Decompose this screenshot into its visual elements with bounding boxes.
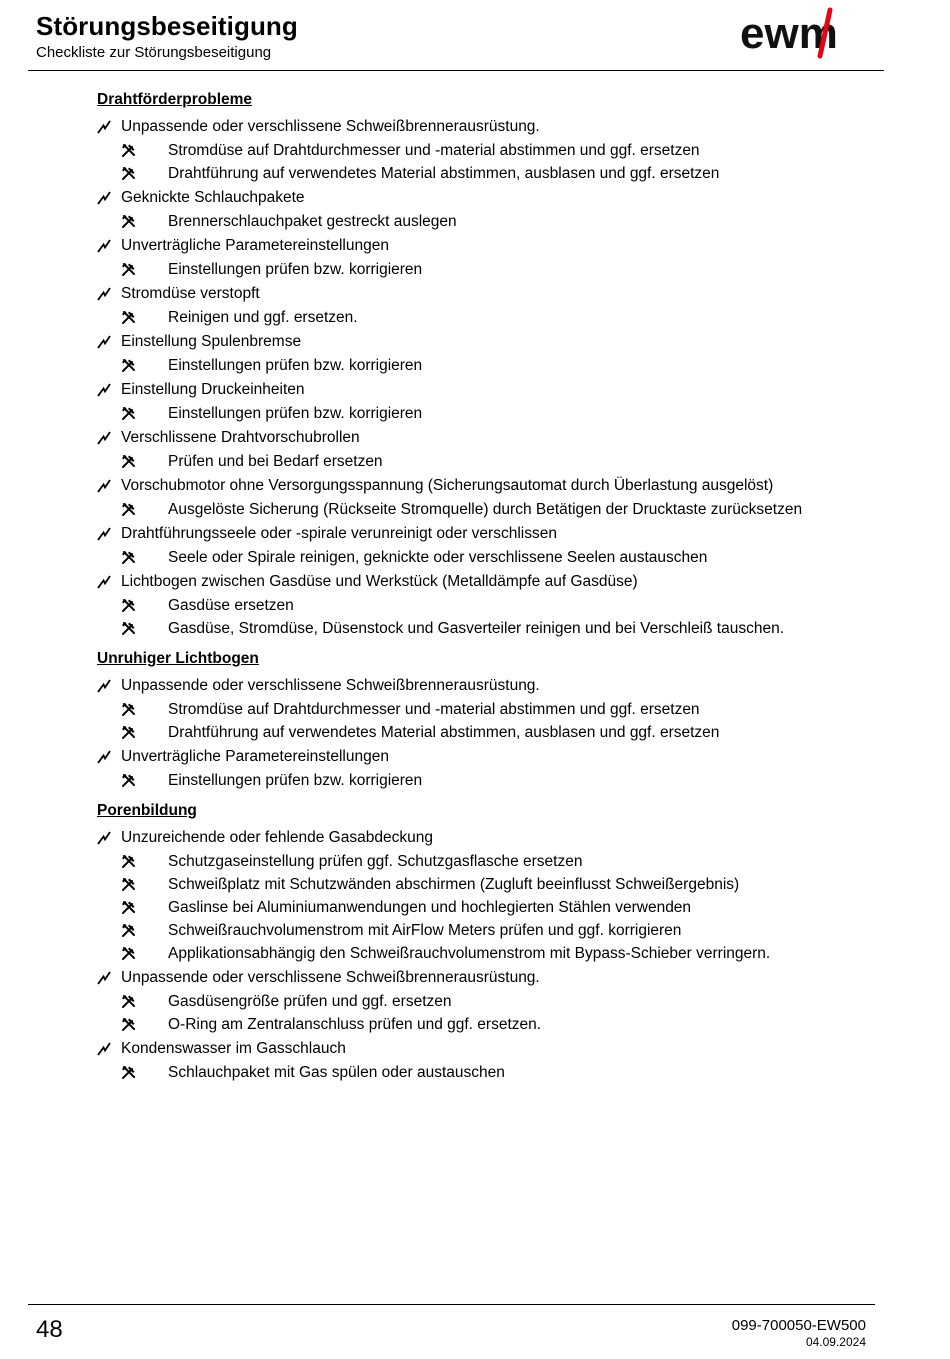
problem-text: Einstellung Spulenbremse bbox=[121, 332, 302, 350]
tools-icon bbox=[121, 619, 168, 639]
remedy-item bbox=[97, 139, 887, 162]
tools-icon bbox=[121, 771, 168, 791]
remedy-text: Einstellungen prüfen bzw. korrigieren bbox=[168, 771, 423, 789]
tools-icon bbox=[121, 308, 168, 328]
tools-icon bbox=[121, 404, 168, 424]
remedy-text: O-Ring am Zentralanschluss prüfen und ggf. ersetzen. bbox=[168, 1015, 542, 1033]
fault-icon bbox=[97, 968, 121, 988]
remedy-text: Drahtführung auf verwendetes Material abstimmen, ausblasen und ggf. ersetzen bbox=[168, 164, 720, 182]
problem-item bbox=[97, 329, 887, 354]
remedy-item bbox=[97, 162, 887, 185]
problem-text: Geknickte Schlauchpakete bbox=[121, 188, 305, 206]
tools-icon bbox=[121, 500, 168, 520]
fault-icon bbox=[97, 380, 121, 400]
remedy-text: Schweißrauchvolumenstrom mit AirFlow Meters prüfen und ggf. korrigieren bbox=[168, 921, 682, 939]
fault-icon bbox=[97, 747, 121, 767]
fault-icon bbox=[97, 572, 121, 592]
problem-item bbox=[97, 281, 887, 306]
problem-item bbox=[97, 673, 887, 698]
remedy-item bbox=[97, 1061, 887, 1084]
remedy-item bbox=[97, 873, 887, 896]
problem-item bbox=[97, 825, 887, 850]
tools-icon bbox=[121, 548, 168, 568]
fault-icon bbox=[97, 117, 121, 137]
problem-item bbox=[97, 1036, 887, 1061]
remedy-text: Schweißplatz mit Schutzwänden abschirmen (Zugluft beeinflusst Schweißergebnis) bbox=[168, 875, 740, 893]
fault-icon bbox=[97, 524, 121, 544]
tools-icon bbox=[121, 141, 168, 161]
tools-icon bbox=[121, 164, 168, 184]
footer-divider bbox=[28, 1304, 875, 1305]
remedy-item bbox=[97, 546, 887, 569]
problem-text: Unpassende oder verschlissene Schweißbrennerausrüstung. bbox=[121, 117, 540, 135]
fault-icon bbox=[97, 284, 121, 304]
remedy-item bbox=[97, 698, 887, 721]
checklist-content bbox=[97, 90, 887, 1093]
problem-text: Unverträgliche Parametereinstellungen bbox=[121, 747, 389, 765]
remedy-text: Reinigen und ggf. ersetzen. bbox=[168, 308, 358, 326]
tools-icon bbox=[121, 875, 168, 895]
remedy-item bbox=[97, 498, 887, 521]
problem-text: Einstellung Druckeinheiten bbox=[121, 380, 305, 398]
remedy-item bbox=[97, 919, 887, 942]
page-number: 48 bbox=[36, 1316, 63, 1343]
tools-icon bbox=[121, 212, 168, 232]
section-1 bbox=[97, 90, 887, 640]
remedy-item bbox=[97, 990, 887, 1013]
problem-text: Kondenswasser im Gasschlauch bbox=[121, 1039, 346, 1057]
problem-item bbox=[97, 425, 887, 450]
remedy-text: Applikationsabhängig den Schweißrauchvolumenstrom mit Bypass-Schieber verringern. bbox=[168, 944, 771, 962]
remedy-text: Seele oder Spirale reinigen, geknickte oder verschlissene Seelen austauschen bbox=[168, 548, 708, 566]
problem-item bbox=[97, 114, 887, 139]
fault-icon bbox=[97, 188, 121, 208]
fault-icon bbox=[97, 428, 121, 448]
remedy-text: Einstellungen prüfen bzw. korrigieren bbox=[168, 404, 423, 422]
problem-text: Unzureichende oder fehlende Gasabdeckung bbox=[121, 828, 433, 846]
remedy-item bbox=[97, 594, 887, 617]
remedy-text: Gasdüse, Stromdüse, Düsenstock und Gasverteiler reinigen und bei Verschleiß tauschen. bbox=[168, 619, 785, 637]
tools-icon bbox=[121, 944, 168, 964]
problem-item bbox=[97, 233, 887, 258]
fault-icon bbox=[97, 332, 121, 352]
remedy-text: Gasdüsengröße prüfen und ggf. ersetzen bbox=[168, 992, 452, 1010]
section-title: Unruhiger Lichtbogen bbox=[97, 650, 259, 667]
remedy-text: Drahtführung auf verwendetes Material abstimmen, ausblasen und ggf. ersetzen bbox=[168, 723, 720, 741]
section-title: Drahtförderprobleme bbox=[97, 91, 253, 108]
document-date: 04.09.2024 bbox=[805, 1335, 866, 1349]
header-divider bbox=[28, 70, 884, 71]
tools-icon bbox=[121, 260, 168, 280]
fault-icon bbox=[97, 476, 121, 496]
remedy-text: Schlauchpaket mit Gas spülen oder austauschen bbox=[168, 1063, 505, 1081]
remedy-item bbox=[97, 850, 887, 873]
remedy-text: Prüfen und bei Bedarf ersetzen bbox=[168, 452, 383, 470]
fault-icon bbox=[97, 676, 121, 696]
remedy-text: Stromdüse auf Drahtdurchmesser und -material abstimmen und ggf. ersetzen bbox=[168, 141, 700, 159]
remedy-item bbox=[97, 896, 887, 919]
tools-icon bbox=[121, 921, 168, 941]
page-title: Störungsbeseitigung bbox=[36, 11, 298, 41]
tools-icon bbox=[121, 596, 168, 616]
tools-icon bbox=[121, 1015, 168, 1035]
problem-text: Stromdüse verstopft bbox=[121, 284, 260, 302]
problem-text: Unverträgliche Parametereinstellungen bbox=[121, 236, 389, 254]
remedy-item bbox=[97, 306, 887, 329]
tools-icon bbox=[121, 852, 168, 872]
fault-icon bbox=[97, 828, 121, 848]
remedy-item bbox=[97, 721, 887, 744]
fault-icon bbox=[97, 236, 121, 256]
problem-item bbox=[97, 377, 887, 402]
remedy-item bbox=[97, 258, 887, 281]
section-3 bbox=[97, 801, 887, 1084]
problem-text: Unpassende oder verschlissene Schweißbrennerausrüstung. bbox=[121, 676, 540, 694]
tools-icon bbox=[121, 723, 168, 743]
tools-icon bbox=[121, 452, 168, 472]
tools-icon bbox=[121, 992, 168, 1012]
tools-icon bbox=[121, 700, 168, 720]
remedy-item bbox=[97, 1013, 887, 1036]
remedy-item bbox=[97, 402, 887, 425]
remedy-text: Gaslinse bei Aluminiumanwendungen und hochlegierten Stählen verwenden bbox=[168, 898, 692, 916]
remedy-text: Stromdüse auf Drahtdurchmesser und -material abstimmen und ggf. ersetzen bbox=[168, 700, 700, 718]
tools-icon bbox=[121, 1063, 168, 1083]
remedy-text: Brennerschlauchpaket gestreckt auslegen bbox=[168, 212, 457, 230]
remedy-item bbox=[97, 617, 887, 640]
tools-icon bbox=[121, 356, 168, 376]
remedy-item bbox=[97, 942, 887, 965]
page-subtitle: Checkliste zur Störungsbeseitigung bbox=[36, 44, 272, 61]
remedy-text: Gasdüse ersetzen bbox=[168, 596, 294, 614]
problem-item bbox=[97, 185, 887, 210]
ewm-logo bbox=[738, 4, 868, 62]
remedy-text: Einstellungen prüfen bzw. korrigieren bbox=[168, 356, 423, 374]
remedy-text: Schutzgaseinstellung prüfen ggf. Schutzgasflasche ersetzen bbox=[168, 852, 583, 870]
problem-item bbox=[97, 521, 887, 546]
problem-item bbox=[97, 473, 887, 498]
document-number: 099-700050-EW500 bbox=[731, 1317, 866, 1334]
section-title: Porenbildung bbox=[97, 802, 197, 819]
problem-text: Lichtbogen zwischen Gasdüse und Werkstück (Metalldämpfe auf Gasdüse) bbox=[121, 572, 638, 590]
problem-text: Vorschubmotor ohne Versorgungsspannung (Sicherungsautomat durch Überlastung ausgelöst) bbox=[121, 476, 774, 494]
problem-item bbox=[97, 569, 887, 594]
problem-text: Unpassende oder verschlissene Schweißbrennerausrüstung. bbox=[121, 968, 540, 986]
remedy-item bbox=[97, 450, 887, 473]
fault-icon bbox=[97, 1039, 121, 1059]
section-2 bbox=[97, 649, 887, 792]
problem-item bbox=[97, 744, 887, 769]
tools-icon bbox=[121, 898, 168, 918]
remedy-item bbox=[97, 769, 887, 792]
logo-text: ewm bbox=[740, 9, 838, 58]
problem-item bbox=[97, 965, 887, 990]
problem-text: Drahtführungsseele oder -spirale verunreinigt oder verschlissen bbox=[121, 524, 557, 542]
remedy-text: Ausgelöste Sicherung (Rückseite Stromquelle) durch Betätigen der Drucktaste zurücksetzen bbox=[168, 500, 803, 518]
problem-text: Verschlissene Drahtvorschubrollen bbox=[121, 428, 360, 446]
remedy-text: Einstellungen prüfen bzw. korrigieren bbox=[168, 260, 423, 278]
remedy-item bbox=[97, 210, 887, 233]
remedy-item bbox=[97, 354, 887, 377]
